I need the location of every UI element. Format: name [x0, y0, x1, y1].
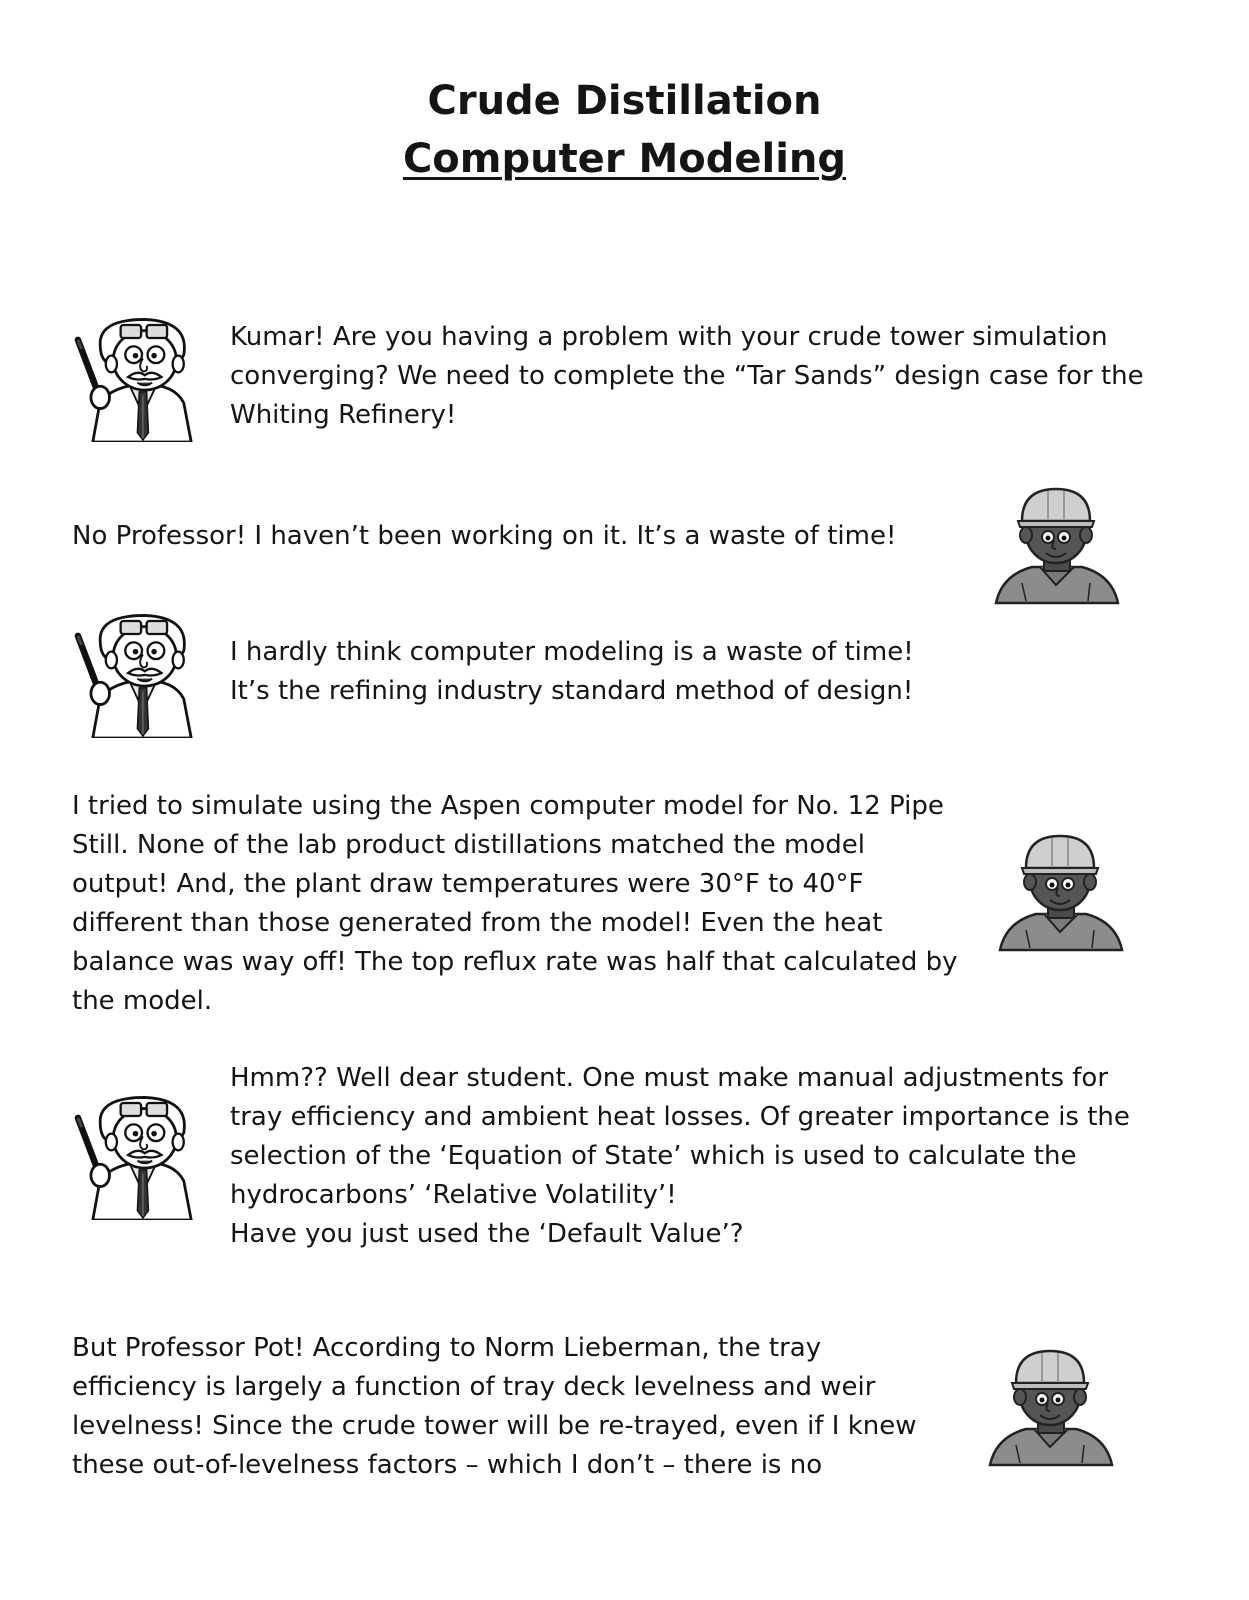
page-title — [0, 72, 1249, 188]
professor-speech — [230, 1059, 1130, 1254]
speech-line: Whiting Refinery! — [230, 400, 457, 430]
speech-line: It’s the refining industry standard method of design! — [230, 676, 914, 706]
speech-line: No Professor! I haven’t been working on it. It’s a waste of time! — [72, 521, 897, 551]
professor-illustration — [72, 1090, 212, 1220]
speech-line: converging? We need to complete the “Tar Sands” design case for the — [230, 361, 1144, 391]
student-illustration — [992, 478, 1122, 608]
speech-line: Kumar! Are you having a problem with your crude tower simulation — [230, 322, 1108, 352]
professor-speech — [230, 633, 914, 711]
speech-line: tray efficiency and ambient heat losses. Of greater importance is the — [230, 1102, 1130, 1132]
title-line-1: Crude Distillation — [427, 78, 822, 124]
professor-illustration — [72, 608, 212, 738]
speech-line: different than those generated from the model! Even the heat — [72, 908, 883, 938]
speech-line: hydrocarbons’ ‘Relative Volatility’! — [230, 1180, 677, 1210]
speech-line: output! And, the plant draw temperatures were 30°F to 40°F — [72, 869, 864, 899]
speech-line: Still. None of the lab product distillations matched the model — [72, 830, 866, 860]
speech-line: Hmm?? Well dear student. One must make manual adjustments for — [230, 1063, 1109, 1093]
speech-line: But Professor Pot! According to Norm Lieberman, the tray — [72, 1333, 822, 1363]
speech-line: I tried to simulate using the Aspen computer model for No. 12 Pipe — [72, 791, 944, 821]
speech-line: efficiency is largely a function of tray deck levelness and weir — [72, 1372, 876, 1402]
professor-speech — [230, 318, 1144, 435]
student-speech — [72, 1329, 917, 1485]
student-illustration — [986, 1340, 1116, 1470]
speech-line: selection of the ‘Equation of State’ which is used to calculate the — [230, 1141, 1077, 1171]
speech-line: balance was way off! The top reflux rate was half that calculated by — [72, 947, 958, 977]
student-speech — [72, 787, 958, 1021]
student-illustration — [996, 825, 1126, 955]
speech-line: levelness! Since the crude tower will be re-trayed, even if I knew — [72, 1411, 917, 1441]
speech-line: Have you just used the ‘Default Value’? — [230, 1219, 744, 1249]
professor-illustration — [72, 312, 212, 442]
speech-line: these out-of-levelness factors – which I don’t – there is no — [72, 1450, 823, 1480]
speech-line: the model. — [72, 986, 213, 1016]
speech-line: I hardly think computer modeling is a waste of time! — [230, 637, 914, 667]
title-line-2: Computer Modeling — [402, 136, 847, 182]
student-speech — [72, 517, 896, 556]
